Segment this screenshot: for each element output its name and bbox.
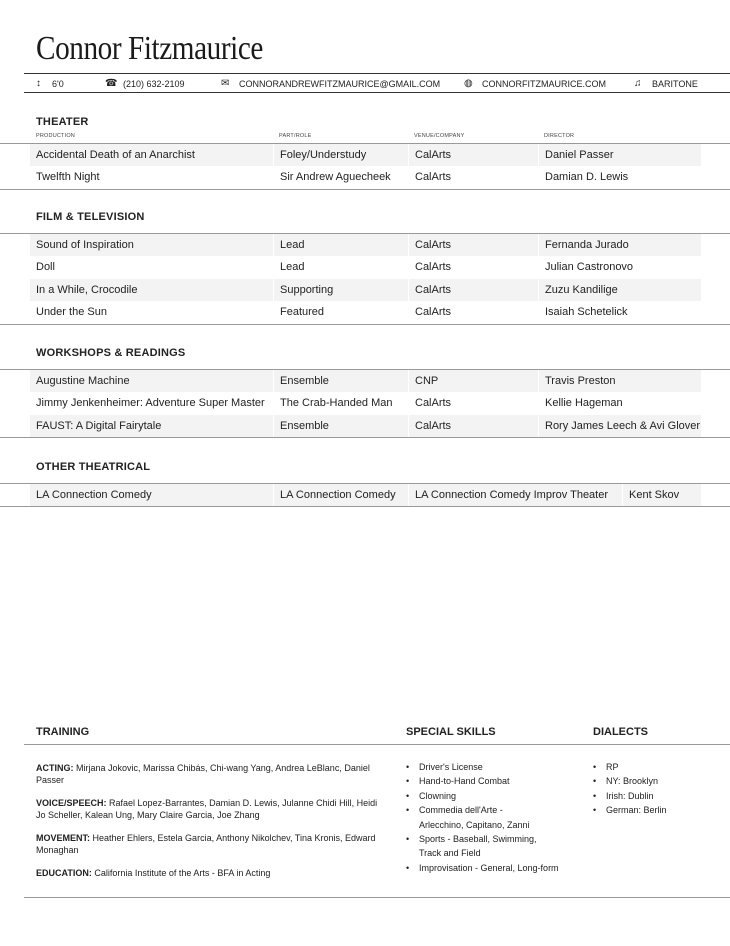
production-cell: Augustine Machine [30,370,273,392]
role-cell: Ensemble [274,370,408,392]
role-cell: Lead [280,261,305,274]
contact-height [36,78,64,89]
dialects-title: DIALECTS [593,726,648,738]
resume-name: Connor Fitzmaurice [36,30,263,67]
workshops-title: WORKSHOPS & READINGS [36,347,186,359]
film-table [0,233,730,325]
training-item [36,762,386,786]
venue-cell: CalArts [415,171,452,184]
website-text[interactable]: CONNORFITZMAURICE.COM [482,78,606,89]
director-cell: Fernanda Jurado [539,234,701,256]
film-title: FILM & TELEVISION [36,211,145,223]
production-cell: Doll [36,261,55,274]
director-cell: Travis Preston [539,370,701,392]
height-text: 6'0 [52,78,64,89]
venue-cell: CalArts [409,234,538,256]
list-item: • Clowning [406,789,591,803]
other-title: OTHER THEATRICAL [36,461,151,473]
training-text: California Institute of the Arts - BFA in Acting [94,868,271,878]
venue-cell: CNP [409,370,538,392]
email-text[interactable]: CONNORANDREWFITZMAURICE@GMAIL.COM [239,78,441,89]
workshops-table [0,369,730,438]
email-icon: ✉ [221,78,230,89]
role-cell: LA Connection Comedy [274,484,408,506]
venue-cell: CalArts [409,279,538,301]
divider [24,744,730,745]
training-text: Mirjana Jokovic, Marissa Chibás, Chi-wang Yang, Andrea LeBlanc, Daniel Passer [36,763,370,785]
training-label: MOVEMENT: [36,833,90,843]
venue-cell: CalArts [409,415,538,437]
table-row [0,301,730,323]
header-role: PART/ROLE [279,133,312,139]
table-row [0,144,730,166]
height-icon: ↕ [36,78,41,89]
training-item [36,867,386,879]
list-item: • Improvisation - General, Long-form [406,861,591,875]
contact-email [221,78,440,89]
venue-cell: CalArts [409,144,538,166]
contact-phone [105,78,185,89]
list-item: • RP [593,760,723,774]
training-label: VOICE/SPEECH: [36,798,107,808]
table-row [0,279,730,301]
list-item: • German: Berlin [593,803,723,817]
list-item: • Irish: Dublin [593,789,723,803]
venue-cell: CalArts [415,261,452,274]
production-cell: FAUST: A Digital Fairytale [30,415,273,437]
table-row [0,234,730,256]
role-cell: Foley/Understudy [274,144,408,166]
production-cell: Jimmy Jenkenheimer: Adventure Super Master [36,397,265,410]
training-label: EDUCATION: [36,868,92,878]
header-director: DIRECTOR [544,133,575,139]
globe-icon: ◍ [464,78,473,89]
director-cell: Isaiah Schetelick [545,306,628,319]
list-item: • NY: Brooklyn [593,774,723,788]
production-cell: Sound of Inspiration [30,234,273,256]
skill-line: Sports - Baseball, Swimming, [419,834,537,845]
skills-list [406,760,591,875]
table-row [0,415,730,437]
divider [24,897,730,898]
table-row [0,484,730,506]
training-item [36,797,386,821]
list-item [406,803,591,832]
role-cell: Ensemble [274,415,408,437]
director-cell: Kellie Hageman [545,397,623,410]
phone-icon: ☎ [105,78,118,89]
voice-text: BARITONE [652,78,698,89]
skill-line: Commedia dell'Arte - [419,805,503,816]
venue-cell: LA Connection Comedy Improv Theater [409,484,622,506]
table-row [0,166,730,188]
list-item: • Driver's License [406,760,591,774]
skill-line: Arlecchino, Capitano, Zanni [419,819,530,830]
skill-line: Track and Field [419,848,481,859]
training-text: Heather Ehlers, Estela Garcia, Anthony Nikolchev, Tina Kronis, Edward Monaghan [36,833,376,855]
theater-title: THEATER [36,116,89,128]
venue-cell: CalArts [415,397,452,410]
contact-voice [634,78,698,89]
list-item: • Hand-to-Hand Combat [406,774,591,788]
phone-text[interactable]: (210) 632-2109 [123,78,185,89]
skills-title: SPECIAL SKILLS [406,726,496,738]
contact-website [464,78,606,89]
header-venue: VENUE/COMPANY [414,133,465,139]
theater-table [0,143,730,190]
dialects-list [593,760,723,818]
production-cell: Accidental Death of an Anarchist [30,144,273,166]
production-cell: Under the Sun [36,306,107,319]
training-label: ACTING: [36,763,74,773]
director-cell: Zuzu Kandilige [539,279,701,301]
other-table [0,483,730,507]
header-production: PRODUCTION [36,133,75,139]
role-cell: Lead [274,234,408,256]
production-cell: In a While, Crocodile [30,279,273,301]
list-item [406,832,591,861]
training-text: Rafael Lopez-Barrantes, Damian D. Lewis, Julanne Chidi Hill, Heidi Jo Scheller, Kalean Ung, Mary Claire Garcia, Joe Zhang [36,798,378,820]
music-note-icon: ♫ [634,78,642,89]
role-cell: The Crab-Handed Man [280,397,393,410]
venue-cell: CalArts [415,306,452,319]
director-cell: Kent Skov [623,484,701,506]
training-title: TRAINING [36,726,90,738]
table-row [0,370,730,392]
director-cell: Rory James Leech & Avi Glover [539,415,701,437]
director-cell: Julian Castronovo [545,261,634,274]
role-cell: Sir Andrew Aguecheek [280,171,391,184]
contact-bar [24,73,730,93]
production-cell: LA Connection Comedy [30,484,273,506]
role-cell: Featured [280,306,325,319]
table-row [0,256,730,278]
table-row [0,392,730,414]
director-cell: Damian D. Lewis [545,171,629,184]
training-item [36,832,386,856]
director-cell: Daniel Passer [539,144,701,166]
production-cell: Twelfth Night [36,171,100,184]
role-cell: Supporting [274,279,408,301]
training-list [36,762,386,890]
